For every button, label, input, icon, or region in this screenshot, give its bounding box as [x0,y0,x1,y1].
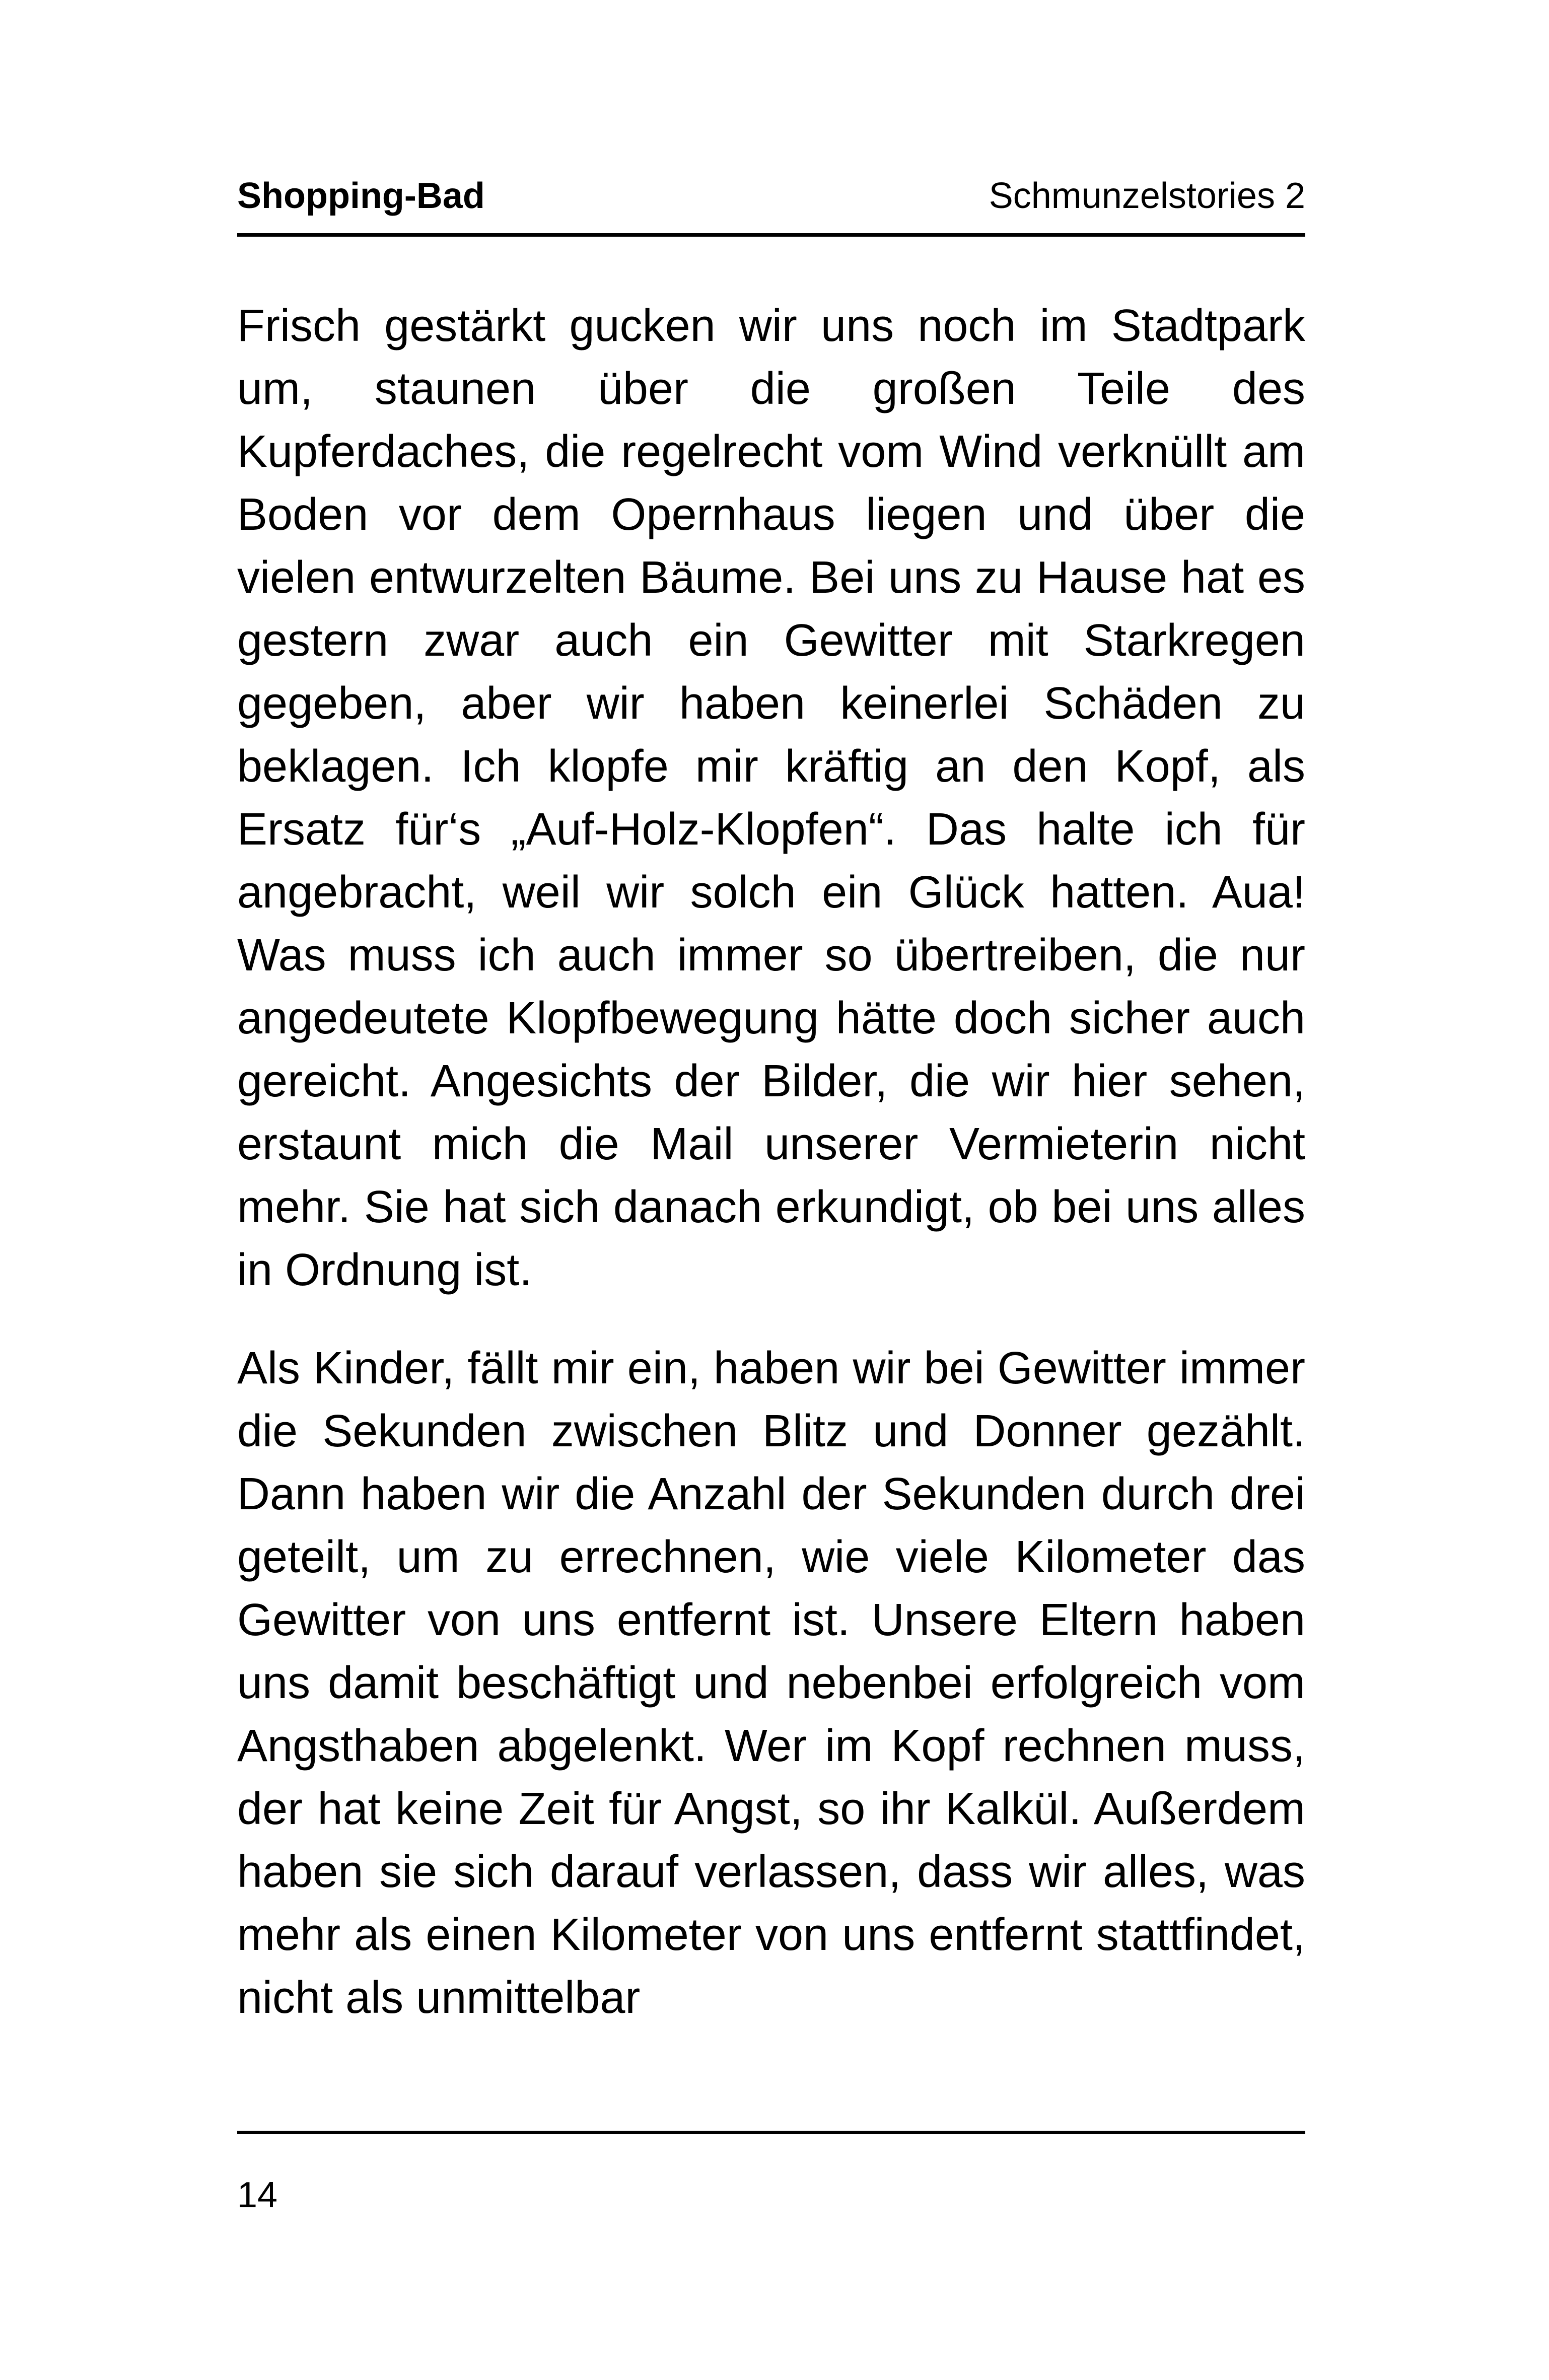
paragraph-2: Als Kinder, fällt mir ein, haben wir bei Gewitter immer die Sekunden zwischen Blitz und Donner gezählt. Dann haben wir die Anzahl der Sekunden durch drei geteilt, um zu errechnen, wie viele Kilometer das Gewitter von uns entfernt ist. Unsere Eltern haben uns damit beschäftigt und nebenbei erfolgreich vom Angsthaben abgelenkt. Wer im Kopf rechnen muss, der hat keine Zeit für Angst, so ihr Kalkül. Außerdem haben sie sich darauf verlassen, dass wir alles, was mehr als einen Kilometer von uns entfernt stattfindet, nicht als unmittelbar [237,1343,1305,2023]
chapter-title: Shopping-Bad [237,176,485,216]
header-divider [237,233,1305,237]
footer-divider [237,2131,1305,2134]
page-number: 14 [237,2175,278,2215]
running-header [237,173,1305,233]
paragraph-1: Frisch gestärkt gucken wir uns noch im Stadtpark um, staunen über die großen Teile des Kupferdaches, die regelrecht vom Wind verknüllt am Boden vor dem Opernhaus liegen und über die vielen entwurzelten Bäume. Bei uns zu Hause hat es gestern zwar auch ein Gewitter mit Starkregen gegeben, aber wir haben keinerlei Schäden zu beklagen. Ich klopfe mir kräftig an den Kopf, als Ersatz für‘s „Auf-Holz-Klopfen“. Das halte ich für angebracht, weil wir solch ein Glück hatten. Aua! Was muss ich auch immer so übertreiben, die nur angedeutete Klopfbewegung hätte doch sicher auch gereicht. Angesichts der Bilder, die wir hier sehen, erstaunt mich die Mail unserer Vermieterin nicht mehr. Sie hat sich danach erkundigt, ob bei uns alles in Ordnung ist. [237,301,1305,1295]
page-body [237,295,1305,2029]
book-title: Schmunzelstories 2 [989,176,1305,216]
